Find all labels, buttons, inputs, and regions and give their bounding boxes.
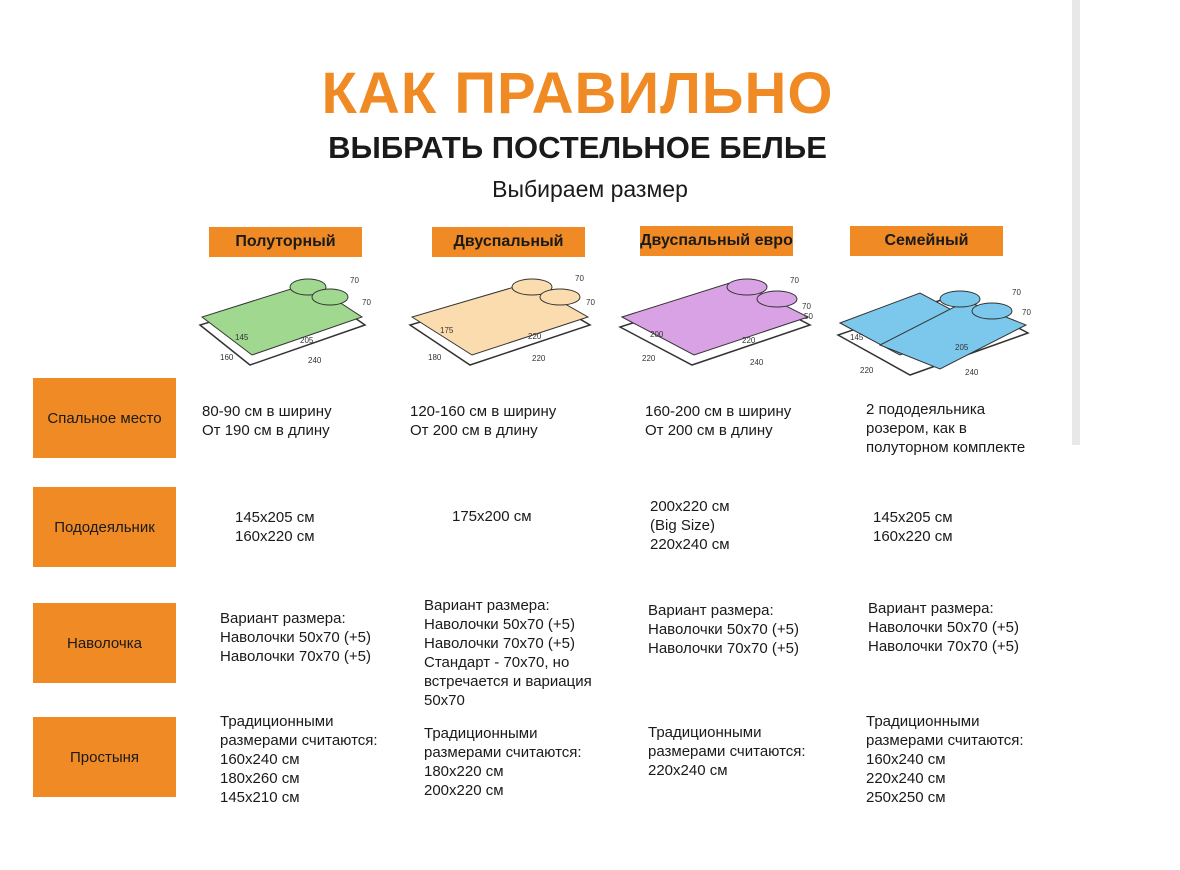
- row-header-pillowcase: Наволочка: [33, 603, 176, 683]
- family-bed-illustration: [830, 265, 1030, 380]
- svg-text:240: 240: [308, 356, 322, 365]
- sheet-family: Традиционными размерами считаются: 160x240 см 220x240 см 250x250 см: [866, 713, 1024, 806]
- svg-text:160: 160: [220, 353, 234, 362]
- svg-text:220: 220: [642, 354, 656, 363]
- pillowcase-family: Вариант размера: Наволочки 50x70 (+5) Наволочки 70x70 (+5): [868, 600, 1019, 655]
- svg-text:220: 220: [532, 354, 546, 363]
- row-header-sheet: Простыня: [33, 717, 176, 797]
- row-header-sleeping-place: Спальное место: [33, 378, 176, 458]
- section-caption: Выбираем размер: [492, 176, 688, 202]
- svg-text:70: 70: [1012, 288, 1021, 297]
- svg-text:220: 220: [860, 366, 874, 375]
- sleeping-place-euro: 160-200 см в ширину От 200 см в длину: [645, 403, 792, 439]
- svg-text:220: 220: [742, 336, 756, 345]
- pillowcase-single: Вариант размера: Наволочки 50x70 (+5) Наволочки 70x70 (+5): [220, 610, 371, 665]
- svg-text:50: 50: [804, 312, 813, 321]
- pillowcase-double: Вариант размера: Наволочки 50x70 (+5) Наволочки 70x70 (+5) Стандарт - 70x70, но встречается и вариация 50x70: [424, 597, 592, 709]
- scrollbar-track[interactable]: [1072, 0, 1080, 445]
- sleeping-place-family: 2 пододеяльника розером, как в полуторном комплекте: [866, 401, 1026, 456]
- pillowcase-euro: Вариант размера: Наволочки 50x70 (+5) Наволочки 70x70 (+5): [648, 602, 799, 657]
- svg-text:70: 70: [362, 298, 371, 307]
- svg-text:220: 220: [528, 332, 542, 341]
- column-header-single: Полуторный: [209, 227, 362, 257]
- svg-text:70: 70: [350, 276, 359, 285]
- duvet-cover-double: 175x200 см: [452, 508, 532, 525]
- sheet-single: Традиционными размерами считаются: 160x240 см 180x260 см 145x210 см: [220, 713, 378, 806]
- column-header-family: Семейный: [850, 226, 1003, 256]
- svg-text:70: 70: [790, 276, 799, 285]
- page-title: КАК ПРАВИЛЬНО: [321, 61, 834, 126]
- sleeping-place-double: 120-160 см в ширину От 200 см в длину: [410, 403, 557, 439]
- svg-text:70: 70: [575, 274, 584, 283]
- svg-text:145: 145: [235, 333, 249, 342]
- svg-text:70: 70: [802, 302, 811, 311]
- svg-text:175: 175: [440, 326, 454, 335]
- sheet-euro: Традиционными размерами считаются: 220x240 см: [648, 724, 806, 779]
- sheet-double: Традиционными размерами считаются: 180x220 см 200x220 см: [424, 725, 582, 799]
- svg-text:240: 240: [750, 358, 764, 367]
- svg-text:200: 200: [650, 330, 664, 339]
- single-bed-illustration: [190, 265, 390, 380]
- row-header-duvet-cover: Пододеяльник: [33, 487, 176, 567]
- svg-text:205: 205: [300, 336, 314, 345]
- sleeping-place-single: 80-90 см в ширину От 190 см в длину: [202, 403, 332, 439]
- euro-bed-illustration: [612, 265, 812, 380]
- page-subtitle: ВЫБРАТЬ ПОСТЕЛЬНОЕ БЕЛЬЕ: [328, 130, 827, 165]
- double-bed-illustration: [400, 265, 600, 380]
- svg-text:180: 180: [428, 353, 442, 362]
- svg-text:145: 145: [850, 333, 864, 342]
- duvet-cover-family: 145x205 см 160x220 см: [873, 509, 953, 545]
- svg-text:240: 240: [965, 368, 979, 377]
- column-header-euro: Двуспальный евро: [640, 226, 793, 256]
- column-header-double: Двуспальный: [432, 227, 585, 257]
- svg-text:70: 70: [586, 298, 595, 307]
- duvet-cover-single: 145x205 см 160x220 см: [235, 509, 315, 545]
- svg-text:70: 70: [1022, 308, 1031, 317]
- svg-text:205: 205: [955, 343, 969, 352]
- duvet-cover-euro: 200x220 см (Big Size) 220x240 см: [650, 498, 730, 553]
